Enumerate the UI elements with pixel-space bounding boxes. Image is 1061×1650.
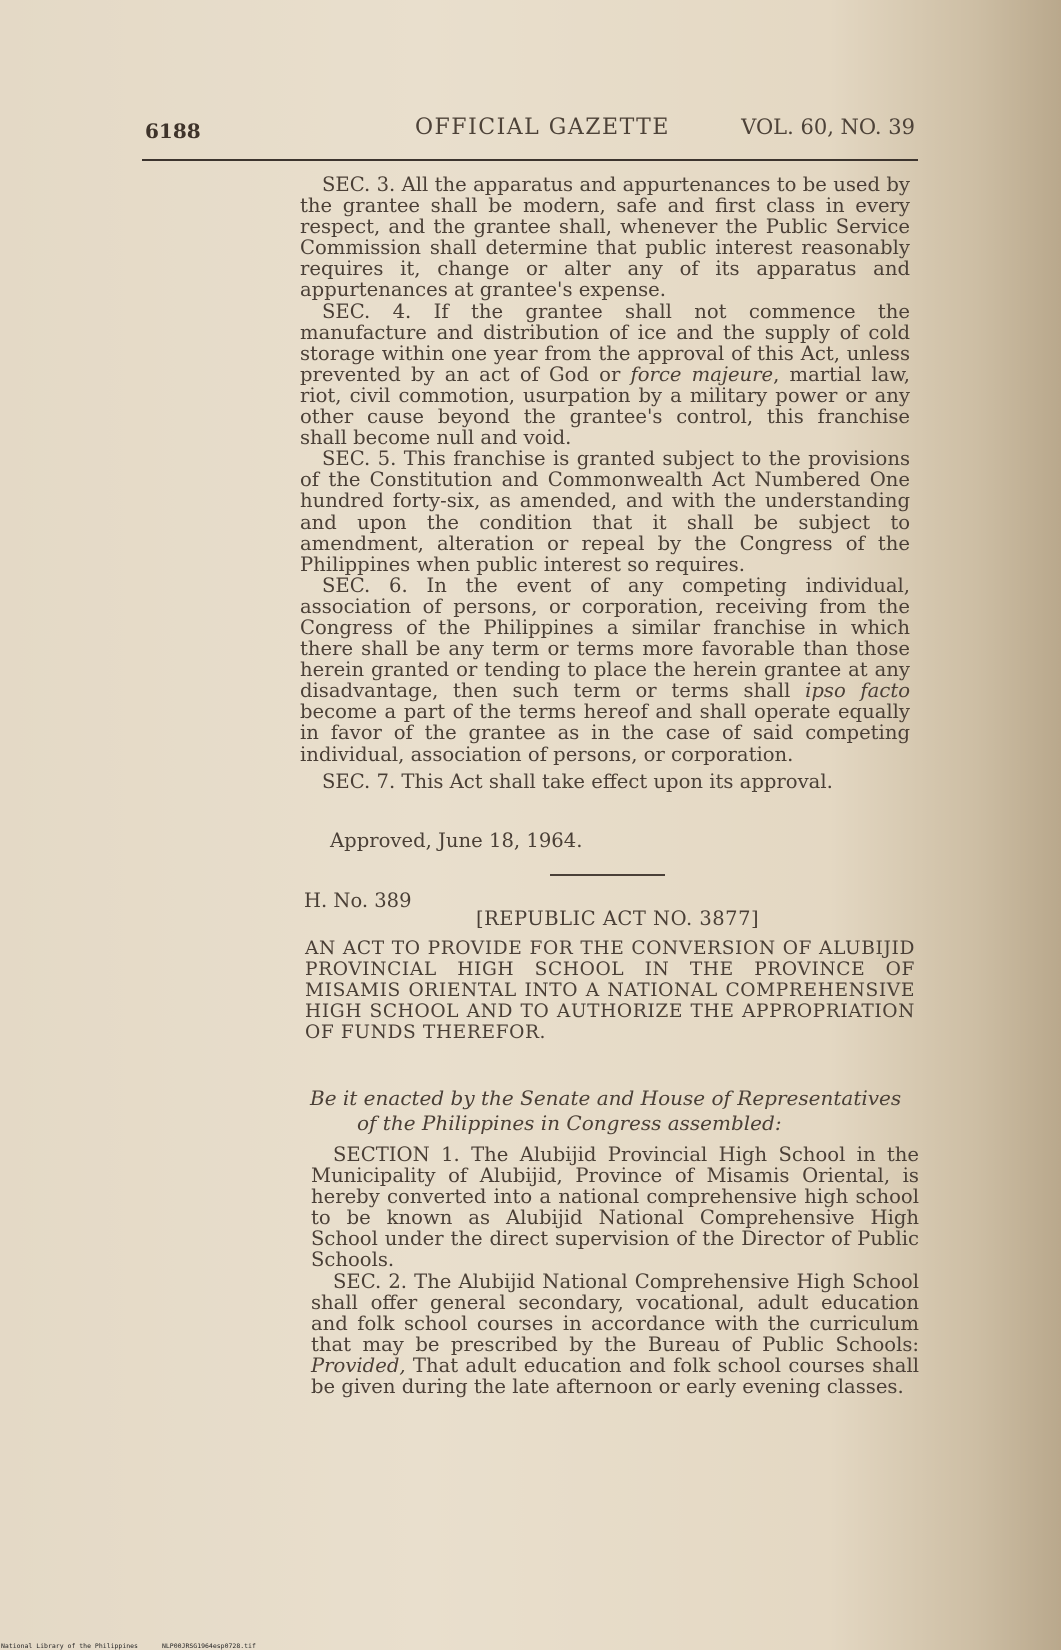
file-id: NLP00JRSG1964esp0728.tif: [161, 1642, 256, 1650]
approval-date: Approved, June 18, 1964.: [330, 829, 583, 852]
separator-rule: [550, 874, 665, 876]
section-label: SEC. 6.: [322, 573, 408, 597]
scan-footer: [1, 1642, 280, 1650]
page-header: [145, 113, 915, 143]
section-6: [300, 575, 910, 765]
section-text: The Alubijid Provincial High School in the Municipality of Alubijid, Province of Misamis Oriental, is hereby converted into a national comprehensive high school to be known as Alubijid National Comprehensive High School under the direct supervision of the Director of Public Schools.: [311, 1143, 919, 1272]
section-4: [300, 301, 910, 449]
section-text: The Alubijid National Comprehensive High School shall offer general secondary, vocational, adult education and folk school courses in accordance with the curriculum that may be prescribed by the Bureau of Public Schools:: [311, 1269, 919, 1356]
section-text: That adult education and folk school courses shall be given during the late afternoon or early evening classes.: [311, 1353, 919, 1399]
section-text: This franchise is granted subject to the provisions of the Constitution and Commonwealth Act Numbered One hundred forty-six, as amended, and with the understanding and upon the condition that it shall be subject to amendment, alteration or repeal by the Congress of the Philippines when public interest so requires.: [300, 447, 910, 576]
section-label: SEC. 7.: [322, 769, 396, 793]
publication-title: OFFICIAL GAZETTE: [415, 115, 670, 140]
enacting-line-2: of the Philippines in Congress assembled:: [357, 1111, 782, 1135]
section-text: All the apparatus and appurtenances to be used by the grantee shall be modern, safe and first class in every respect, and the grantee shall, whenever the Public Service Commission shall determine that public interest reasonably requires it, change or alter any of its apparatus and appurtenances at grantee's expense.: [300, 173, 910, 302]
section-text: This Act shall take effect upon its approval.: [395, 769, 833, 793]
section-text: In the event of any competing individual, association of persons, or corporation, receiving from the Congress of the Philippines a similar franchise in which there shall be any term or terms more favorable than those herein granted or tending to place the herein grantee at any disadvantage, then such term or terms shall: [300, 573, 910, 703]
section-label: SECTION 1.: [333, 1143, 460, 1166]
bill-number: H. No. 389: [304, 889, 412, 912]
section-label: SEC. 5.: [322, 447, 397, 471]
sections-bottom: [311, 1144, 919, 1397]
enacting-clause: [310, 1086, 920, 1136]
enacting-line-1: Be it enacted by the Senate and House of Representatives: [310, 1086, 902, 1110]
section-5: [300, 448, 910, 575]
republic-act-number: [REPUBLIC ACT NO. 3877]: [476, 907, 760, 930]
italic-term: force majeure: [630, 362, 774, 386]
italic-term: ipso facto: [805, 679, 910, 703]
library-name: National Library of the Philippines: [1, 1642, 138, 1650]
section-text: , martial law, riot, civil commotion, usurpation by a military power or any other cause beyond the grantee's control, this franchise shall become null and void.: [300, 362, 911, 450]
section-7: [300, 771, 910, 792]
section-1: [311, 1144, 919, 1271]
page-number: 6188: [145, 119, 201, 143]
section-3: [300, 174, 910, 301]
header-rule: [142, 159, 918, 161]
section-2: [311, 1271, 919, 1398]
volume-number: VOL. 60, NO. 39: [741, 115, 915, 139]
section-label: SEC. 2.: [333, 1269, 408, 1293]
sections-top: [300, 174, 910, 792]
act-title: AN ACT TO PROVIDE FOR THE CONVERSION OF ALUBIJID PROVINCIAL HIGH SCHOOL IN THE PROVINCE OF MISAMIS ORIENTAL INTO A NATIONAL COMPREHENSIVE HIGH SCHOOL AND TO AUTHORIZE THE APPROPRIATION OF FUNDS THEREFOR.: [305, 938, 915, 1043]
section-label: SEC. 4.: [322, 299, 412, 323]
italic-term: Provided,: [311, 1353, 406, 1377]
section-label: SEC. 3.: [322, 173, 396, 196]
section-text: become a part of the terms hereof and shall operate equally in favor of the grantee as in the case of said competing individual, association of persons, or corporation.: [300, 700, 910, 766]
section-text: If the grantee shall not commence the manufacture and distribution of ice and the supply of cold storage within one year from the approval of this Act, unless prevented by an act of God or: [300, 299, 911, 386]
